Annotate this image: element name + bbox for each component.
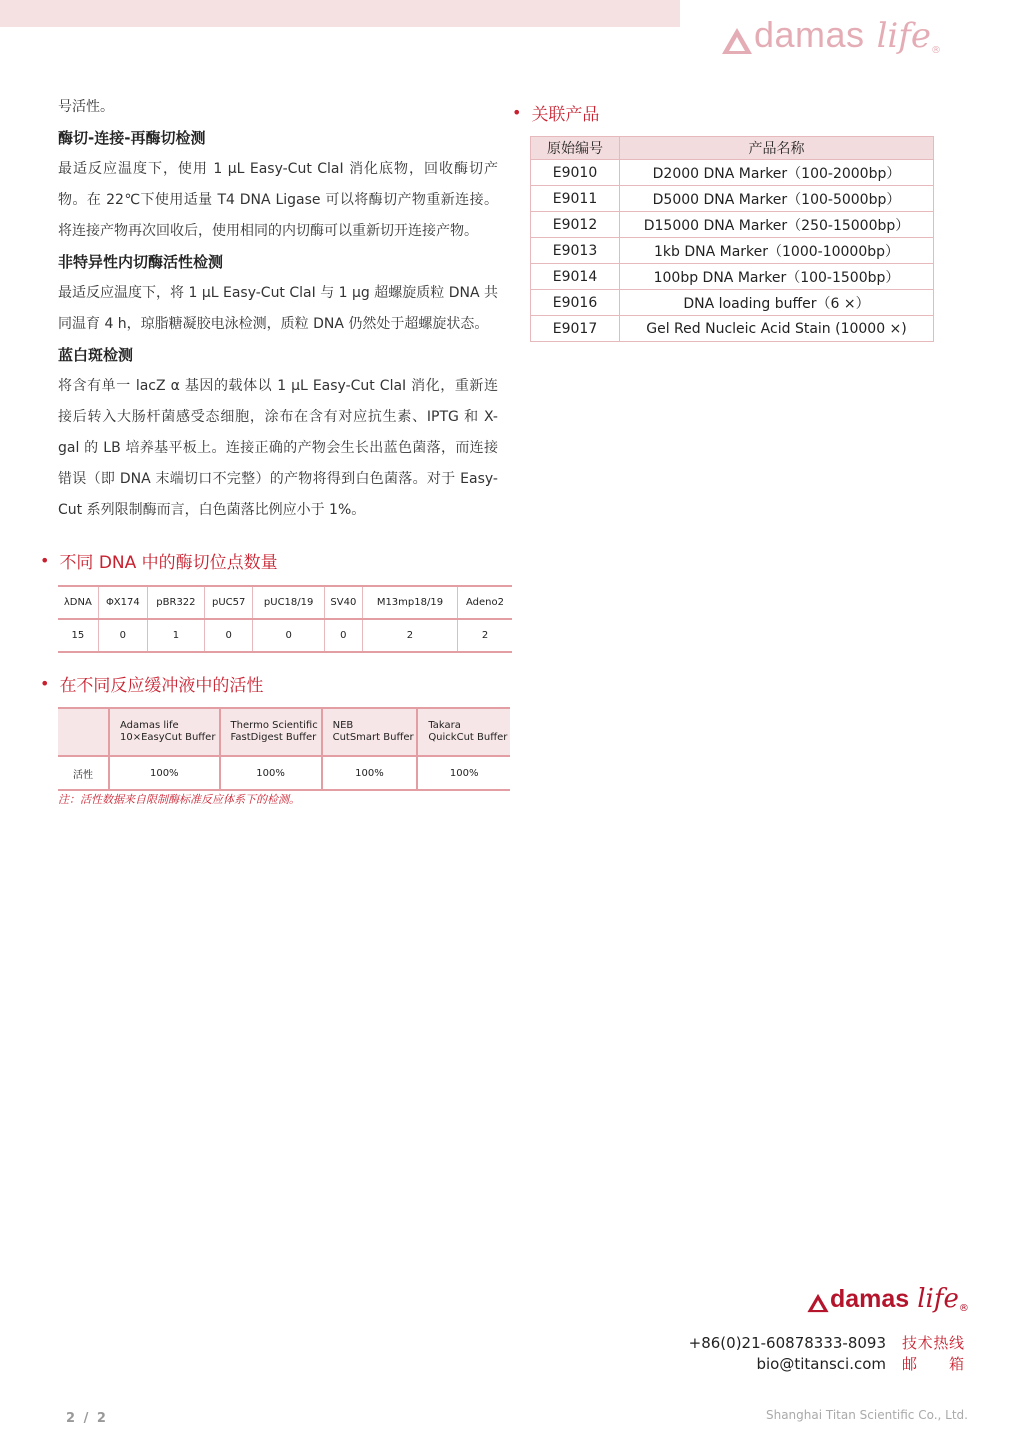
buffer-activity-table (58, 707, 510, 791)
table-row: E9014 100bp DNA Marker（100-1500bp） (531, 264, 934, 290)
table-row: E9016 DNA loading buffer（6 ×） (531, 290, 934, 316)
table-row: E9013 1kb DNA Marker（1000-10000bp） (531, 238, 934, 264)
section-related-products: • 关联产品 (512, 103, 600, 125)
section-buffer-activity: • 在不同反应缓冲液中的活性 (40, 674, 264, 696)
related-products-table (530, 136, 934, 342)
table-row: E9011 D5000 DNA Marker（100-5000bp） (531, 186, 934, 212)
paragraph-blue-white-test: 将含有单一 lacZ α 基因的载体以 1 µL Easy-Cut ClaI 消化，重新连接后转入大肠杆菌感受态细胞，涂布在含有对应抗生素、IPTG 和 X-gal 的 LB 培养基平板上。连接正确的产物会生长出蓝色菌落，而连接错误（即 DNA 末端切口不完整）的产物将得到白色菌落。对于 Easy-Cut 系列限制酶而言，白色菌落比例应小于 1%。 (58, 378, 498, 518)
adamas-triangle-icon (806, 1292, 830, 1314)
email-address: bio@titansci.com (756, 1355, 886, 1373)
bullet-icon: • (40, 674, 50, 693)
contact-block (689, 1333, 964, 1375)
phone-number: +86(0)21-60878333-8093 (688, 1334, 886, 1352)
email-label: 邮箱 (902, 1355, 964, 1373)
heading-blue-white-test: 蓝白斑检测 (58, 346, 134, 364)
table-header-row: λDNA ΦX174 pBR322 pUC57 pUC18/19 SV40 M13mp18/19 Adeno2 (58, 586, 512, 619)
header-band (0, 0, 680, 27)
bullet-icon: • (40, 551, 50, 570)
table-header-row: Adamas life 10×EasyCut Buffer Thermo Scientific FastDigest Buffer NEB CutSmart Buffer Takara QuickCut Buffer (58, 708, 510, 756)
section-cut-sites: • 不同 DNA 中的酶切位点数量 (40, 551, 278, 573)
paragraph-nonspecific-test: 最适反应温度下，将 1 µL Easy-Cut ClaI 与 1 µg 超螺旋质粒 DNA 共同温育 4 h，琼脂糖凝胶电泳检测，质粒 DNA 仍然处于超螺旋状态。 (58, 285, 498, 332)
table-header: 原始编号 (531, 137, 620, 160)
table-row: 活性 100% 100% 100% 100% (58, 756, 510, 790)
brand-word: damas (754, 14, 865, 55)
bullet-icon: • (512, 103, 522, 122)
table-row: 15 0 1 0 0 0 2 2 (58, 619, 512, 652)
table-row: E9010 D2000 DNA Marker（100-2000bp） (531, 160, 934, 186)
table-header: 产品名称 (620, 137, 934, 160)
company-name: Shanghai Titan Scientific Co., Ltd. (765, 1408, 968, 1422)
left-column (58, 92, 498, 526)
brand-script: life (876, 16, 932, 56)
heading-nonspecific-test: 非特异性内切酶活性检测 (58, 253, 224, 271)
brand-word: damas (830, 1285, 910, 1313)
table-row: E9017 Gel Red Nucleic Acid Stain (10000 ×) (531, 316, 934, 342)
heading-ligation-test: 酶切-连接-再酶切检测 (58, 129, 206, 147)
brand-logo-header: damas life $_®$ (720, 14, 941, 56)
buffer-note: 注：活性数据来自限制酶标准反应体系下的检测。 (58, 793, 300, 806)
table-row: E9012 D15000 DNA Marker（250-15000bp） (531, 212, 934, 238)
cut-sites-table (58, 585, 512, 653)
brand-script: life (917, 1284, 959, 1314)
brand-logo-footer: damas life $_®$ (806, 1284, 969, 1314)
page-number: 2 / 2 (66, 1411, 108, 1426)
paragraph-ligation-test: 最适反应温度下，使用 1 µL Easy-Cut ClaI 消化底物，回收酶切产物。在 22℃下使用适量 T4 DNA Ligase 可以将酶切产物重新连接。将连接产物再次回收后，使用相同的内切酶可以重新切开连接产物。 (58, 161, 498, 239)
adamas-triangle-icon (720, 26, 754, 56)
phone-label: 技术热线 (902, 1334, 964, 1352)
continued-text: 号活性。 (58, 99, 114, 115)
